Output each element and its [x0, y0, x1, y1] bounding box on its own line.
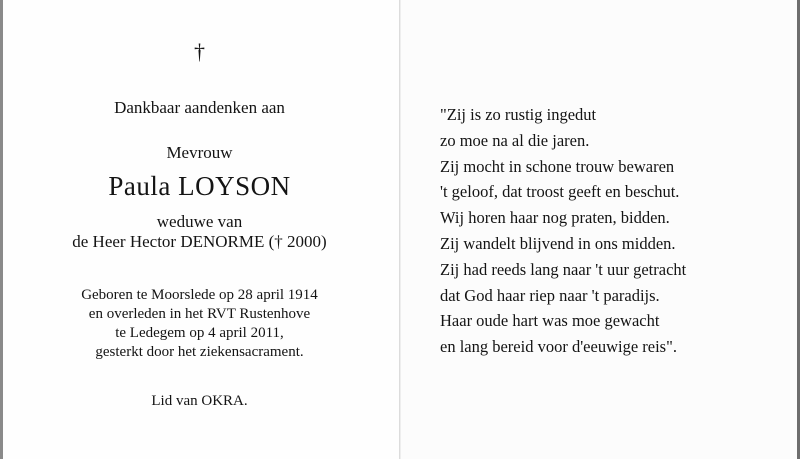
poem-line: Haar oude hart was moe gewacht	[440, 311, 660, 331]
bio-line: Geboren te Moorslede op 28 april 1914	[81, 287, 318, 303]
poem	[440, 102, 686, 360]
dedication-text: Dankbaar aandenken aan	[114, 98, 285, 117]
poem-line: Zij had reeds lang naar 't uur getracht	[440, 259, 687, 279]
poem-line: Wij horen haar nog praten, bidden.	[440, 208, 670, 228]
poem-line: Zij wandelt blijvend in ons midden.	[440, 233, 676, 253]
widow-of-label: weduwe van	[156, 212, 243, 231]
poem-line: "Zij is zo rustig ingedut	[440, 105, 597, 124]
poem-line: zo moe na al die jaren.	[440, 130, 590, 150]
spouse-name: de Heer Hector DENORME († 2000)	[72, 232, 327, 251]
poem-line: 't geloof, dat troost geeft en beschut.	[440, 182, 680, 202]
bio-line: en overleden in het RVT Rustenhove	[88, 306, 311, 322]
poem-line: Zij mocht in schone trouw bewaren	[440, 156, 675, 176]
membership-text: Lid van OKRA.	[151, 393, 248, 409]
poem-line: dat God haar riep naar 't paradijs.	[440, 285, 660, 305]
honorific: Mevrouw	[166, 143, 233, 162]
deceased-name: Paula LOYSON	[108, 171, 291, 201]
cross-icon: †	[194, 39, 205, 64]
poem-line: en lang bereid voor d'eeuwige reis".	[440, 337, 677, 357]
biography	[0, 286, 399, 362]
bio-line: te Ledegem op 4 april 2011,	[115, 325, 284, 341]
bio-line: gesterkt door het ziekensacrament.	[95, 344, 304, 360]
